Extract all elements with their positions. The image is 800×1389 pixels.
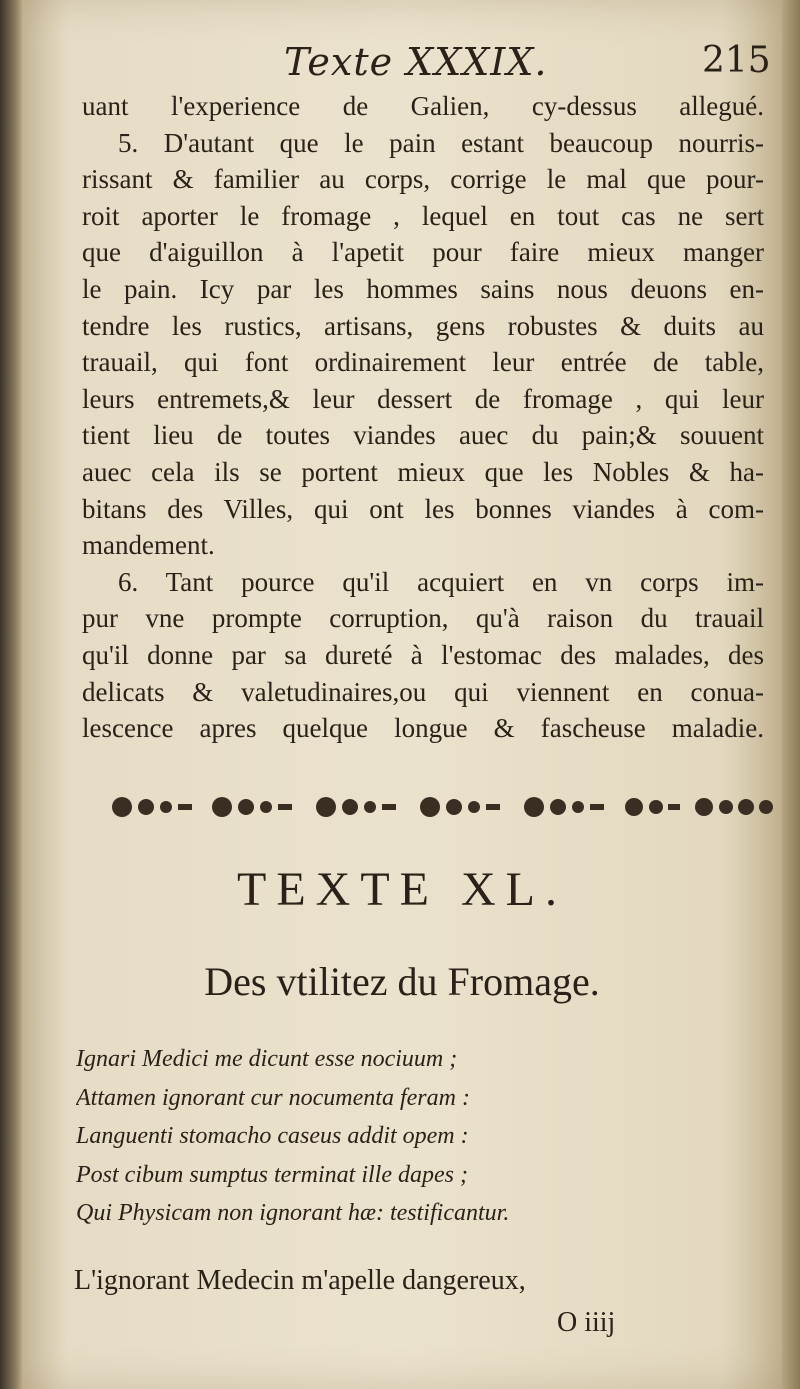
page-edge [782, 0, 800, 1389]
text-line: que d'aiguillon à l'apetit pour faire mieux manger [82, 237, 764, 268]
signature-mark: O iiij [557, 1307, 616, 1338]
book-page [22, 0, 782, 1389]
ornament-unit-7 [695, 798, 773, 816]
text-line: lescence apres quelque longue & fascheuse maladie. [82, 713, 764, 744]
ornament-unit-3 [316, 797, 396, 817]
text-line: qu'il donne par sa dureté à l'estomac des malades, des [82, 639, 764, 670]
text-line: 5. D'autant que le pain estant beaucoup nourris- [118, 127, 764, 158]
ornament-unit-5 [524, 797, 604, 817]
section-subtitle: Des vtilitez du Fromage. [204, 959, 600, 1004]
text-line: le pain. Icy par les hommes sains nous deuons en- [82, 273, 764, 304]
body-text [82, 88, 764, 747]
ornament-unit-4 [420, 797, 500, 817]
text-line: auec cela ils se portent mieux que les Nobles & ha- [82, 456, 764, 487]
text-line: pur vne prompte corruption, qu'à raison du trauail [82, 603, 764, 634]
verse-line: Post cibum sumptus terminat ille dapes ; [76, 1161, 468, 1188]
ornament-unit-2 [212, 797, 292, 817]
text-line: tendre les rustics, artisans, gens robustes & duits au [82, 310, 764, 341]
latin-verse [76, 1040, 636, 1233]
text-line: bitans des Villes, qui ont les bonnes viandes à com- [82, 493, 764, 524]
section-title: TEXTE XL. [237, 863, 567, 916]
text-line: rissant & familier au corps, corrige le mal que pour- [82, 164, 764, 195]
text-line: leurs entremets,& leur dessert de fromage , qui leur [82, 383, 764, 414]
text-line: uant l'experience de Galien, cy-dessus allegué. [82, 91, 764, 121]
text-line: 6. Tant pource qu'il acquiert en vn corps im- [118, 566, 764, 597]
verse-line: Attamen ignorant cur nocumenta feram : [76, 1084, 470, 1111]
french-verse-line: L'ignorant Medecin m'apelle dangereux, [74, 1265, 526, 1296]
text-line: trauail, qui font ordinairement leur entrée de table, [82, 347, 764, 378]
page-header [22, 40, 782, 90]
page-number: 215 [702, 40, 771, 81]
book-gutter [0, 0, 22, 1389]
verse-line: Qui Physicam non ignorant hæ: testificantur. [76, 1200, 510, 1226]
ornament-unit-1 [112, 797, 192, 817]
text-line: roit aporter le fromage , lequel en tout cas ne sert [82, 200, 764, 231]
text-line: mandement. [82, 530, 215, 561]
running-title: Texte XXXIX. [284, 40, 548, 84]
text-line: delicats & valetudinaires,ou qui viennent en conua- [82, 676, 764, 707]
ornament-unit-6 [625, 798, 680, 816]
text-line: tient lieu de toutes viandes auec du pain;& souuent [82, 420, 764, 451]
verse-line: Ignari Medici me dicunt esse nociuum ; [76, 1046, 458, 1072]
ornament-band [102, 790, 778, 824]
verse-line: Languenti stomacho caseus addit opem : [76, 1123, 469, 1149]
